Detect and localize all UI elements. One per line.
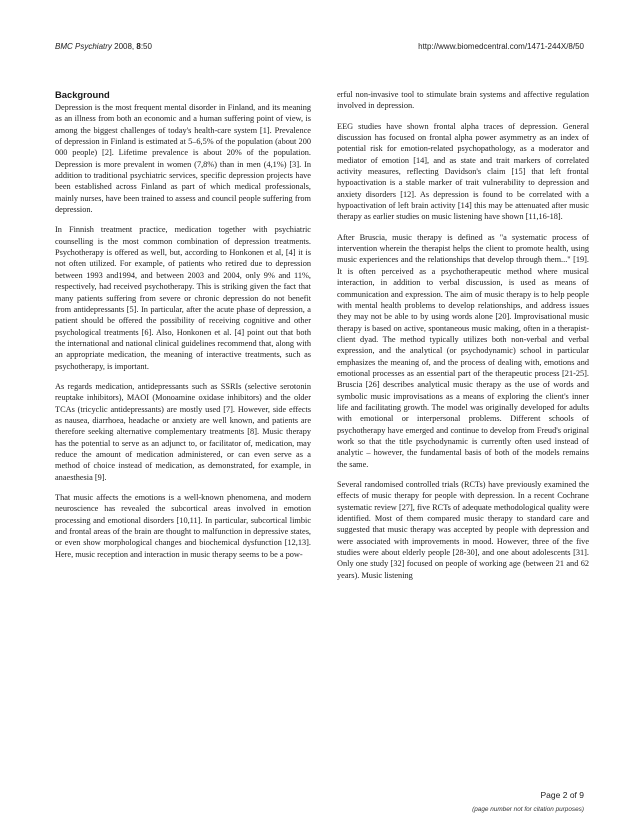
- page-number: Page 2 of 9: [540, 790, 584, 800]
- journal-name: BMC Psychiatry: [55, 42, 112, 51]
- article-url[interactable]: http://www.biomedcentral.com/1471-244X/8/50: [418, 42, 584, 51]
- paragraph: erful non-invasive tool to stimulate brain systems and affective regulation involved in depression.: [337, 90, 589, 111]
- article-number: :50: [140, 42, 152, 51]
- citation-note: (page number not for citation purposes): [472, 806, 584, 813]
- paragraph: Several randomised controlled trials (RCTs) have previously examined the effects of music therapy for people with depression. In a recent Cochrane systematic review [27], five RCTs of adequate methodological quality were identified. Most of them compared music therapy to standard care and suggested that music therapy was accepted by people with depression and were associated with improvements in mood. However, three of the five studies were about elderly people [28-30], and one about adolescents [31]. Only one study [32] focused on people of working age (between 21 and 62 years). Music listening: [337, 480, 589, 580]
- left-column: [55, 89, 311, 569]
- paragraph: EEG studies have shown frontal alpha traces of depression. General discussion has focused on frontal alpha power asymmetry as an index of potential risk for emotion-related psychopathology, as a moderator and mediator of emotion [14], and as state and trait markers of correlated activity measures, reflecting Davidson's claim [15] that left frontal hypoactivation is a stable marker of trait vulnerability to depression and anxiety disorders [12]. As depression is found to be correlated with a hypoactivation of left brain activity [14] this may be attenuated after music therapy as earlier studies on music listening have shown [11,16-18].: [337, 121, 589, 222]
- journal-citation: [55, 42, 152, 51]
- paragraph: After Bruscia, music therapy is defined as "a systematic process of intervention wherein the therapist helps the client to promote health, using music experiences and the relationships that develop through them..." [19]. It is often perceived as a psychotherapeutic method where musical interaction, in addition to verbal discussion, is used as means of communication and expression. The aim of music therapy is to help people with mental health problems to develop relationships, and address issues they may not be able to by using words alone [20]. Improvisational music therapy is based on active, spontaneous music making, often in a therapist-client dyad. The method typically utilizes both non-verbal and verbal expression, and the analytical (or psychodynamic) school in particular emphasizes the meaning of, and the process of dealing with, emotions and emotional processes as an essential part of the therapeutic process [21-25]. Bruscia [26] describes analytical music therapy as the use of words and symbolic music improvisations as a means of exploring the client's inner life and facilitating growth. The model was originally developed for adults with emotional or interpersonal problems. Different schools of psychotherapy have emerged and continue to develop from Freud's original work so that the title psychodynamic is currently often used instead of analytic – however, the fundamental basis of both of the models remains the same.: [337, 232, 589, 469]
- paragraph: In Finnish treatment practice, medication together with psychiatric counselling is the most common combination of depression treatments. Psychotherapy is offered as well, but, according to Honkonen et al, [4] it is not often utilized. For example, of patients who retired due to depression between 1993 and1994, and between 2003 and 2004, only 9% and 11%, respectively, had received psychotherapy. This is striking given the fact that many patients suffering from severe or chronic depression do not benefit from antidepressants [5]. In particular, after the acute phase of depression, a patient should be offered the possibility of receiving cognitive and other psychological treatments [6]. Also, Honkonen et al. [4] point out that both the international and national clinical guidelines recommend that, along with an appropriate medication, the meaning of interactive treatments, such as psychotherapy, is important.: [55, 225, 311, 371]
- paragraph: That music affects the emotions is a well-known phenomena, and modern neuroscience has revealed the subcortical areas involved in emotion processing and emotional disorders [10,11]. In particular, subcortical limbic and frontal areas of the brain are thought to malfunction in depressive states, or even show morphological changes and biochemical dysfunction [12,13]. Here, music reception and interaction in music therapy seems to be a pow-: [55, 493, 311, 559]
- volume-number: 8: [136, 42, 141, 51]
- section-heading: Background: [55, 89, 110, 100]
- year-volume: 2008,: [111, 42, 137, 51]
- right-column: [337, 89, 589, 590]
- paragraph: Depression is the most frequent mental disorder in Finland, and its meaning as an illness from both an economic and a human suffering point of view, is among the biggest challenges of today's health-care system [1]. Prevalence of depression in Finland is estimated at 5–6,5% of the population (about 200 000 people) [2]. Lifetime prevalence is about 20% of the population. Depression is more prevalent in women (7,8%) than in men (4,1%) [3]. In addition to traditional psychiatric services, specific depression projects have been established across Finland as part of which medical professionals, mainly nurses, have been trained to assess and council people suffering from depression.: [55, 103, 311, 215]
- paragraph: As regards medication, antidepressants such as SSRIs (selective serotonin reuptake inhibitors), MAOI (Monoamine oxidase inhibitors) and the older TCAs (tricyclic antidepressants) are mostly used [7]. However, side effects as nausea, diarrhoea, headache or anxiety are well known, and patients are therefore seeking alternative complementary treatments [8]. Music therapy has the potential to serve as an adjunct to, or facilitator of, medication, may reduce the amount of medication administered, or can even serve as a method of choice instead of medication, as demonstrated, for example, in anaesthesia [9].: [55, 381, 311, 482]
- running-header: [55, 42, 584, 56]
